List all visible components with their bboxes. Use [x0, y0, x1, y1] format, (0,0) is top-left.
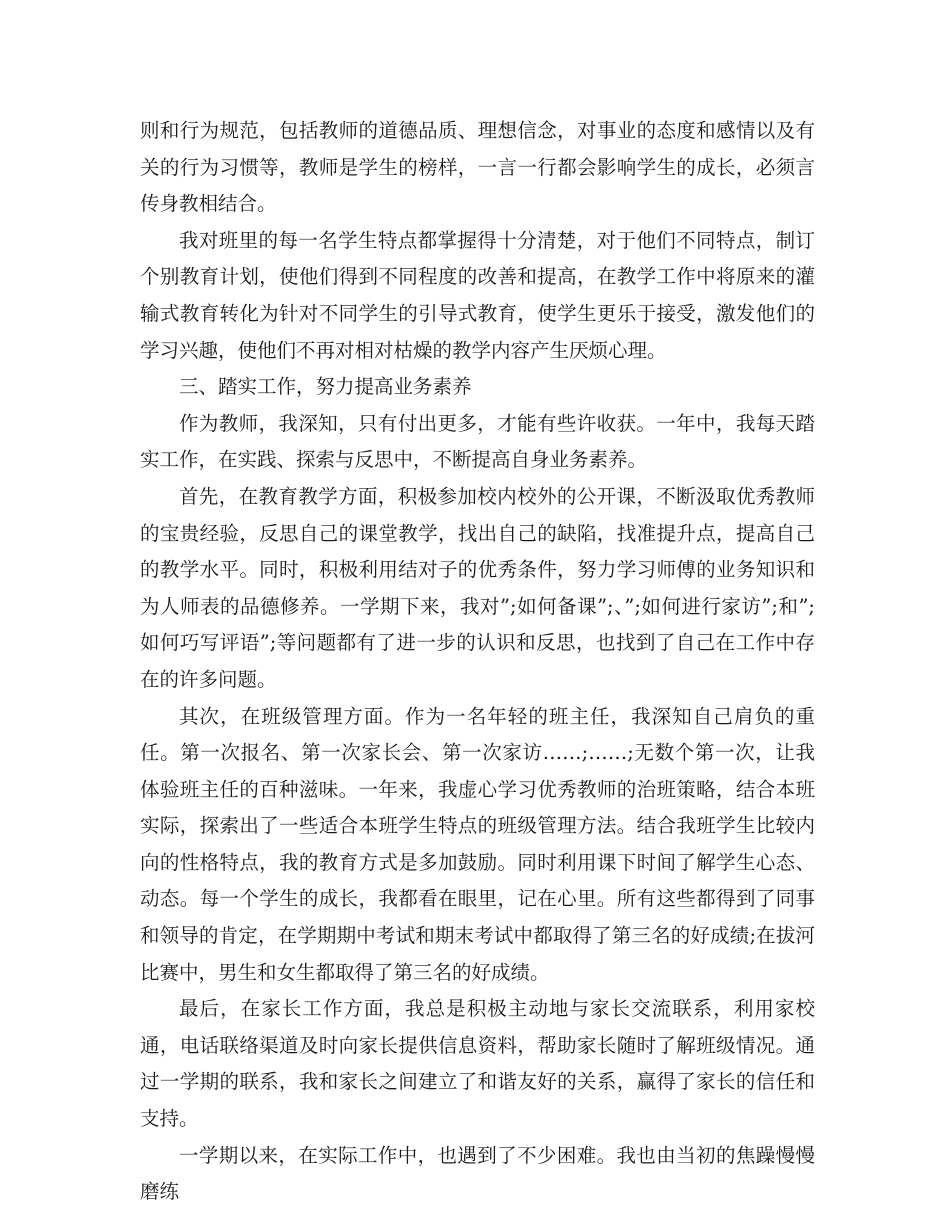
paragraph-teaching: 首先，在教育教学方面，积极参加校内校外的公开课，不断汲取优秀教师的宝贵经验，反思自己的课堂教学，找出自己的缺陷，找准提升点，提高自己的教学水平。同时，积极利用结对子的优秀条件，努力学习师傅的业务知识和为人师表的品德修养。一学期下来，我对”;如何备课”;、”;如何进行家访”;和”;如何巧写评语”;等问题都有了进一步的认识和反思，也找到了自己在工作中存在的许多问题。 [140, 484, 815, 691]
paragraph-class-management: 其次，在班级管理方面。作为一名年轻的班主任，我深知自己肩负的重任。第一次报名、第一次家长会、第一次家访……;……;无数个第一次，让我体验班主任的百种滋味。一年来，我虚心学习优秀教师的治班策略，结合本班实际，探索出了一些适合本班学生特点的班级管理方法。结合我班学生比较内向的性格特点，我的教育方式是多加鼓励。同时利用课下时间了解学生心态、动态。每一个学生的成长，我都看在眼里，记在心里。所有这些都得到了同事和领导的肯定，在学期期中考试和期末考试中都取得了第三名的好成绩;在拔河比赛中，男生和女生都取得了第三名的好成绩。 [140, 704, 815, 984]
section-heading: 三、踏实工作，努力提高业务素养 [179, 375, 472, 399]
paragraph-difficulties: 一学期以来，在实际工作中，也遇到了不少困难。我也由当初的焦躁慢慢磨练 [140, 1143, 815, 1204]
paragraph-parents: 最后，在家长工作方面，我总是积极主动地与家长交流联系，利用家校通，电话联络渠道及时向家长提供信息资料，帮助家长随时了解班级情况。通过一学期的联系，我和家长之间建立了和谐友好的关系，赢得了家长的信任和支持。 [140, 997, 815, 1131]
paragraph-student-plans: 我对班里的每一名学生特点都掌握得十分清楚，对于他们不同特点，制订个别教育计划，使他们得到不同程度的改善和提高，在教学工作中将原来的灌输式教育转化为针对不同学生的引导式教育，使学生更乐于接受，激发他们的学习兴趣，使他们不再对相对枯燥的教学内容产生厌烦心理。 [140, 228, 815, 362]
paragraph-intro: 作为教师，我深知，只有付出更多，才能有些许收获。一年中，我每天踏实工作，在实践、探索与反思中，不断提高自身业务素养。 [140, 411, 815, 472]
paragraph-continuation: 则和行为规范，包括教师的道德品质、理想信念，对事业的态度和感情以及有关的行为习惯等，教师是学生的榜样，一言一行都会影响学生的成长，必须言传身教相结合。 [140, 119, 815, 216]
document-page [140, 113, 815, 1211]
